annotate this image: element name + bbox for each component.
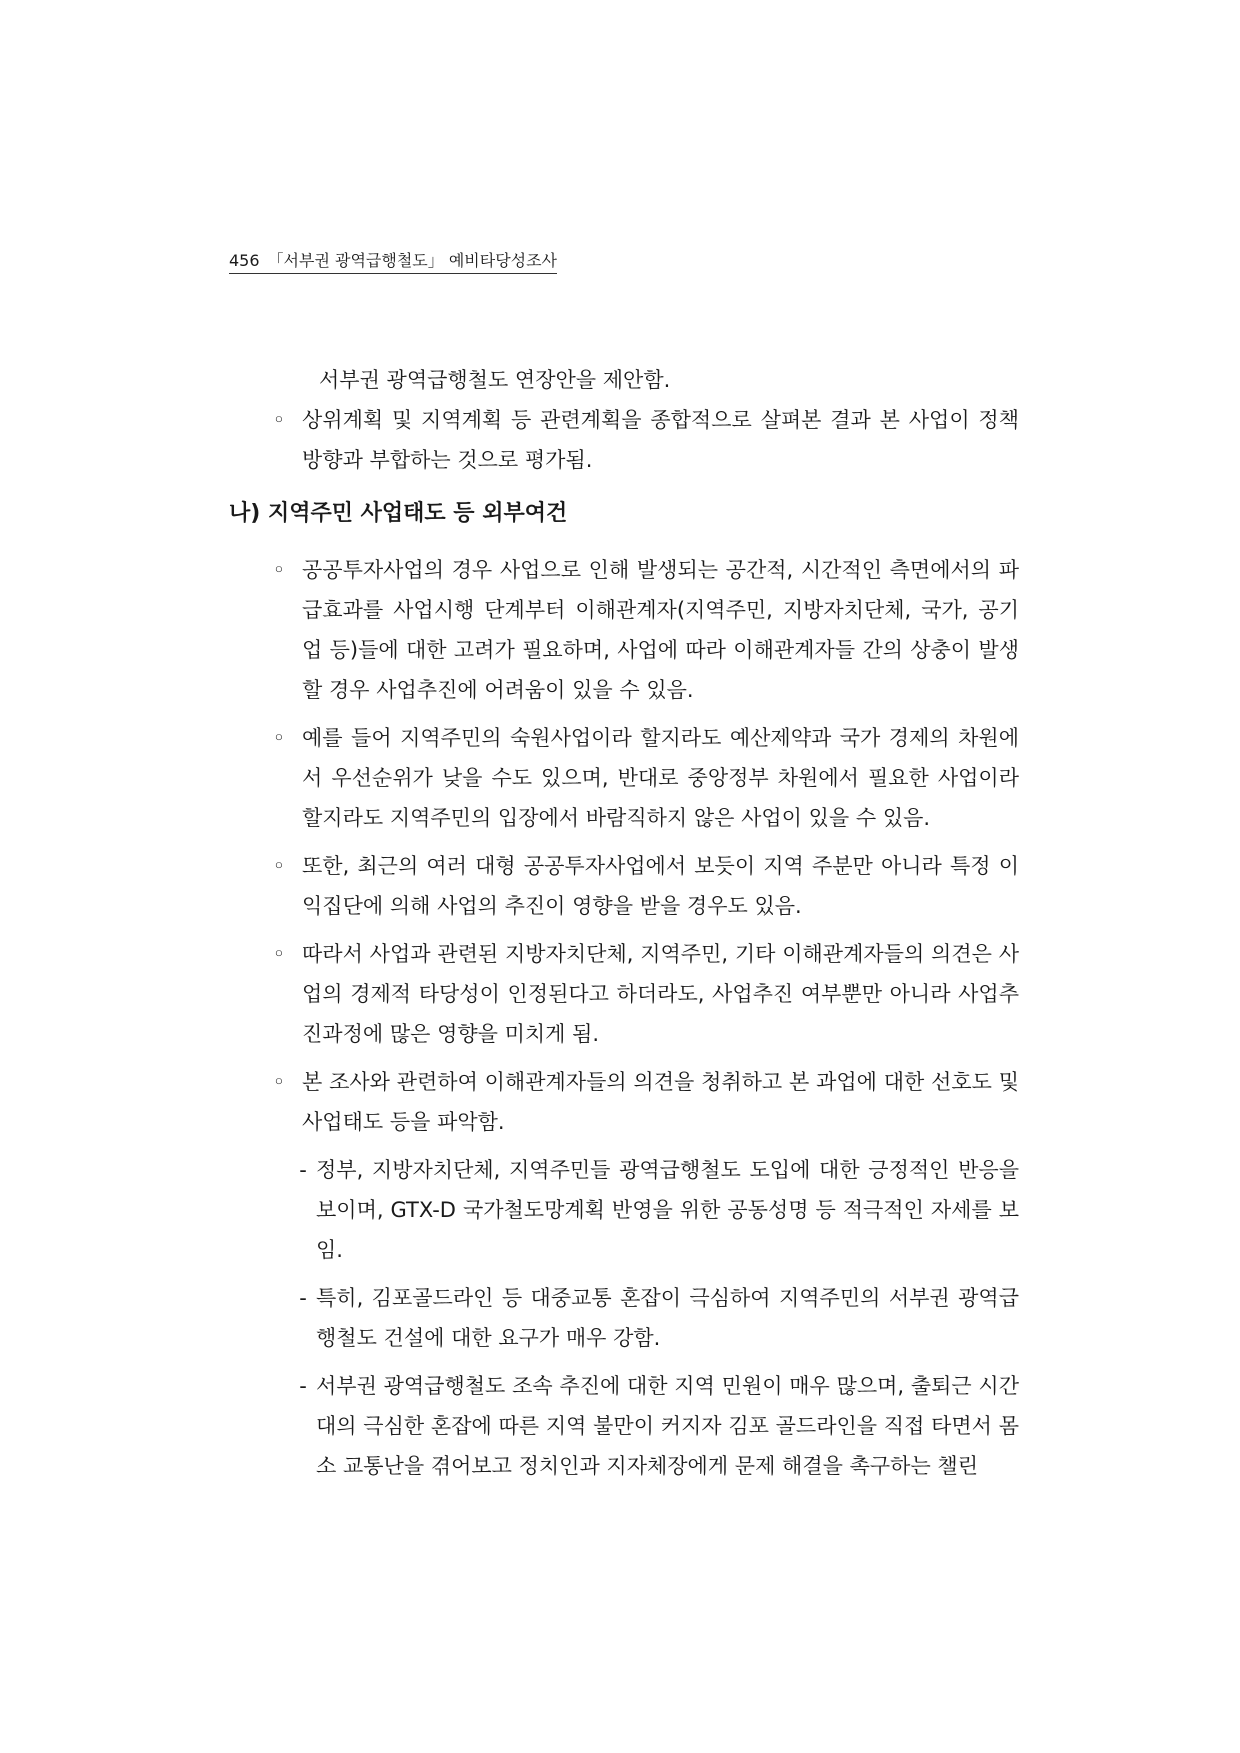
bullet-marker: ◦ (272, 408, 286, 432)
bullet-text: 또한, 최근의 여러 대형 공공투자사업에서 보듯이 지역 주분만 아니라 특정 이익집단에 의해 사업의 추진이 영향을 받을 경우도 있음. (302, 854, 1019, 918)
bullet-text: 따라서 사업과 관련된 지방자치단체, 지역주민, 기타 이해관계자들의 의견은 사업의 경제적 타당성이 인정된다고 하더라도, 사업추진 여부뿐만 아니라 사업추진과정에 많은 영향을 미치게 됨. (302, 942, 1019, 1046)
bullet-text: 상위계획 및 지역계획 등 관련계획을 종합적으로 살펴본 결과 본 사업이 정책 방향과 부합하는 것으로 평가됨. (302, 408, 1019, 472)
bullet-item (229, 718, 1019, 838)
section-title: 나) 지역주민 사업태도 등 외부여건 (229, 501, 568, 526)
bullet-item (229, 1062, 1019, 1142)
bullet-marker: ◦ (272, 558, 286, 582)
dash-marker: - (299, 1158, 307, 1182)
dash-marker: - (299, 1374, 307, 1398)
dash-text: 서부권 광역급행철도 조속 추진에 대한 지역 민원이 매우 많으며, 출퇴근 시간대의 극심한 혼잡에 따른 지역 불만이 커지자 김포 골드라인을 직접 타면서 몸소 교통난을 겪어보고 정치인과 지자체장에게 문제 해결을 촉구하는 챌린 (316, 1374, 1019, 1478)
dash-text: 특히, 김포골드라인 등 대중교통 혼잡이 극심하여 지역주민의 서부권 광역급행철도 건설에 대한 요구가 매우 강함. (316, 1286, 1019, 1350)
bullet-marker: ◦ (272, 854, 286, 878)
bullet-item (229, 550, 1019, 710)
document-title: 「서부권 광역급행철도」 예비타당성조사 (267, 251, 558, 270)
bullet-marker: ◦ (272, 1070, 286, 1094)
page-body (229, 360, 1019, 1494)
dash-marker: - (299, 1286, 307, 1310)
page-header (229, 250, 557, 274)
bullet-item (229, 934, 1019, 1054)
dash-item (229, 1278, 1019, 1358)
dash-text: 정부, 지방자치단체, 지역주민들 광역급행철도 도입에 대한 긍정적인 반응을 보이며, GTX-D 국가철도망계획 반영을 위한 공동성명 등 적극적인 자세를 보임. (316, 1158, 1019, 1262)
bullet-marker: ◦ (272, 942, 286, 966)
page-number: 456 (229, 251, 260, 270)
continuation-paragraph: 서부권 광역급행철도 연장안을 제안함. (319, 368, 671, 392)
bullet-item (229, 400, 1019, 480)
bullet-marker: ◦ (272, 726, 286, 750)
bullet-text: 예를 들어 지역주민의 숙원사업이라 할지라도 예산제약과 국가 경제의 차원에서 우선순위가 낮을 수도 있으며, 반대로 중앙정부 차원에서 필요한 사업이라 할지라도 지역주민의 입장에서 바람직하지 않은 사업이 있을 수 있음. (302, 726, 1019, 830)
bullet-text: 공공투자사업의 경우 사업으로 인해 발생되는 공간적, 시간적인 측면에서의 파급효과를 사업시행 단계부터 이해관계자(지역주민, 지방자치단체, 국가, 공기업 등)들에 대한 고려가 필요하며, 사업에 따라 이해관계자들 간의 상충이 발생할 경우 사업추진에 어려움이 있을 수 있음. (302, 558, 1019, 702)
dash-item (229, 1150, 1019, 1270)
bullet-text: 본 조사와 관련하여 이해관계자들의 의견을 청취하고 본 과업에 대한 선호도 및 사업태도 등을 파악함. (302, 1070, 1019, 1134)
bullet-item (229, 846, 1019, 926)
dash-item (229, 1366, 1019, 1486)
